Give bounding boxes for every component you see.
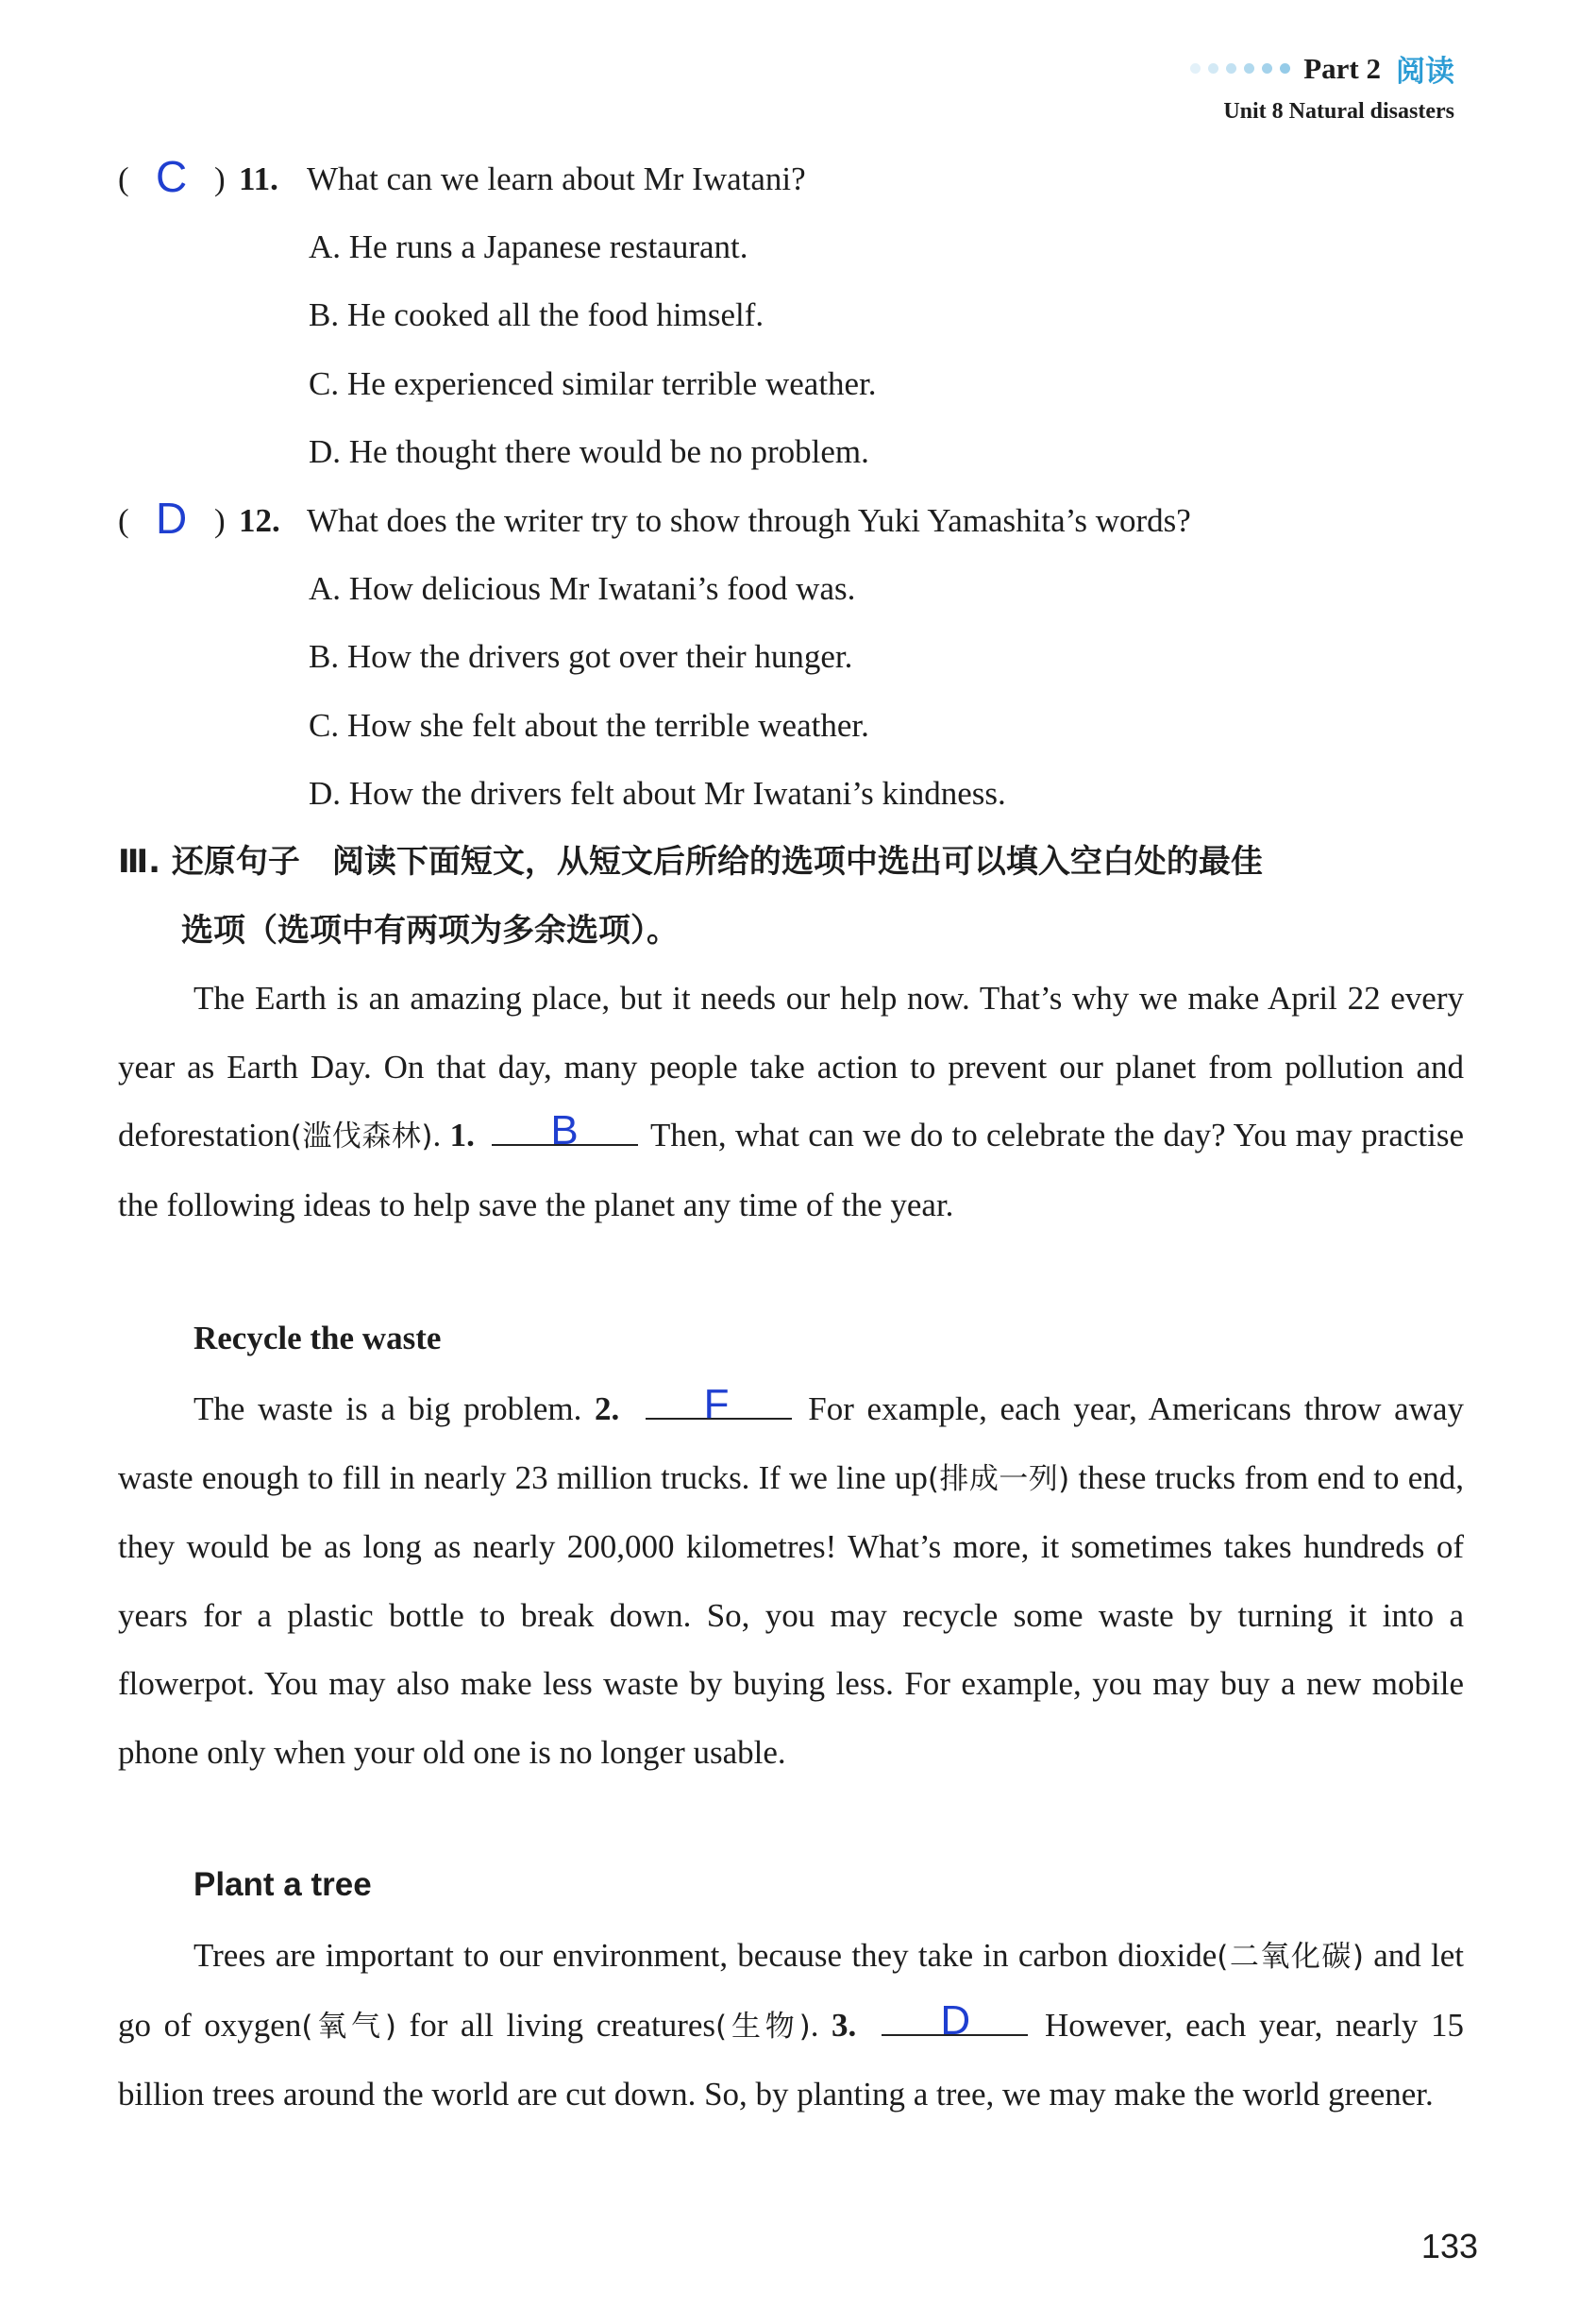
section-3-title bbox=[118, 828, 1464, 966]
option-c: C. He experienced similar terrible weather. bbox=[309, 365, 877, 402]
question-number: 12. bbox=[239, 502, 280, 539]
p3-text-a: Trees are important to our environment, because they take in carbon dioxide bbox=[193, 1937, 1218, 1974]
option-b: B. How the drivers got over their hunger. bbox=[309, 638, 853, 675]
option-d: D. He thought there would be no problem. bbox=[309, 433, 869, 470]
header-part: Part 2 bbox=[1303, 51, 1381, 85]
option-c: C. How she felt about the terrible weather. bbox=[309, 707, 869, 744]
paragraph-1 bbox=[118, 965, 1464, 1239]
blank-2-number: 2. bbox=[595, 1390, 620, 1427]
subheading-recycle: Recycle the waste bbox=[193, 1320, 442, 1356]
option-b: B. He cooked all the food himself. bbox=[309, 296, 764, 333]
section-3-title-line1: Ⅲ. 还原句子 阅读下面短文，从短文后所给的选项中选出可以填入空白处的最佳 bbox=[118, 843, 1263, 881]
paren-open: ( bbox=[118, 502, 129, 539]
question-12 bbox=[118, 494, 1191, 543]
header-unit: Unit 8 Natural disasters bbox=[1223, 99, 1454, 124]
p3-text-d: . bbox=[810, 2006, 832, 2044]
blank-3-answer: D bbox=[940, 1996, 971, 2044]
decorative-dots bbox=[1190, 63, 1290, 74]
p3-gloss-2: (氧气) bbox=[301, 2009, 396, 2044]
blank-1-number: 1. bbox=[449, 1117, 475, 1153]
option-d: D. How the drivers felt about Mr Iwatani’s kindness. bbox=[309, 775, 1006, 812]
blank-3[interactable] bbox=[882, 1996, 1028, 2044]
page-number: 133 bbox=[1420, 2227, 1478, 2265]
answer-handwritten: D bbox=[156, 494, 188, 543]
p3-gloss-3: (生物) bbox=[715, 2009, 811, 2044]
header-part-cn: 阅读 bbox=[1396, 55, 1454, 89]
paren-open: ( bbox=[118, 160, 129, 197]
p1-text-a: The Earth is an amazing place, but it needs our help now. That’s why we make April 22 every year as Earth Day. On that day, many people take action to prevent our planet from pollution and deforestation bbox=[118, 980, 1464, 1153]
question-number: 11. bbox=[239, 160, 278, 197]
p3-text-c: for all living creatures bbox=[395, 2006, 716, 2044]
page-header bbox=[1190, 47, 1454, 125]
paren-close: ) bbox=[214, 502, 226, 539]
section-3-title-line2: 选项（选项中有两项为多余选项）。 bbox=[181, 912, 679, 950]
blank-3-number: 3. bbox=[832, 2006, 857, 2044]
p1-gloss: (滥伐森林) bbox=[290, 1119, 433, 1153]
question-text: What can we learn about Mr Iwatani? bbox=[307, 160, 806, 197]
p1-text-b: . bbox=[432, 1117, 450, 1153]
subheading-plant: Plant a tree bbox=[193, 1866, 372, 1903]
p2-text-a: The waste is a big problem. bbox=[193, 1390, 596, 1427]
p2-text-c: these trucks from end to end, they would be as long as nearly 200,000 kilometres! What’s more, it sometimes takes hundreds of years for a plastic bottle to break down. So, you may recycle some waste by turning it into a flowerpot. You may also make less waste by buying less. For example, you may buy a new mobile phone only when your old one is no longer usable. bbox=[118, 1458, 1464, 1771]
blank-2-answer: F bbox=[703, 1381, 730, 1427]
p3-text-b: and let go of oxygen bbox=[118, 1937, 1464, 2044]
blank-1-answer: B bbox=[550, 1107, 579, 1153]
p3-gloss-1: (二氧化碳) bbox=[1217, 1940, 1364, 1974]
paragraph-3 bbox=[118, 1922, 1464, 2129]
p3-text-e: However, each year, nearly 15 billion trees around the world are cut down. So, by planting a tree, we may make the world greener. bbox=[118, 2006, 1464, 2113]
option-a: A. He runs a Japanese restaurant. bbox=[309, 228, 748, 265]
option-a: A. How delicious Mr Iwatani’s food was. bbox=[309, 570, 856, 607]
p2-gloss: (排成一列) bbox=[927, 1461, 1070, 1496]
question-11 bbox=[118, 152, 806, 201]
blank-1[interactable] bbox=[492, 1107, 638, 1153]
answer-handwritten: C bbox=[156, 152, 188, 201]
p1-text-c: Then, what can we do to celebrate the day? You may practise the following ideas to help save the planet any time of the year. bbox=[118, 1117, 1465, 1223]
blank-2[interactable] bbox=[646, 1381, 792, 1427]
p2-text-b: For example, each year, Americans throw away waste enough to fill in nearly 23 million trucks. If we line up bbox=[118, 1390, 1464, 1496]
paragraph-2 bbox=[118, 1375, 1464, 1787]
paren-close: ) bbox=[214, 160, 226, 197]
question-text: What does the writer try to show through Yuki Yamashita’s words? bbox=[307, 502, 1191, 539]
